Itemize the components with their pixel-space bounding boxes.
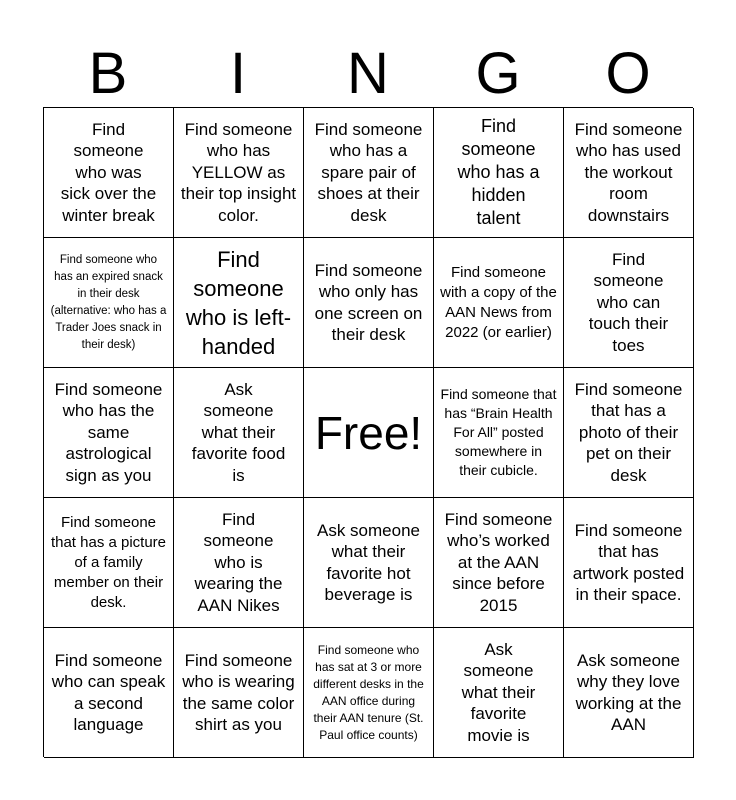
- cell-text: Find someone who is left-handed: [185, 246, 292, 359]
- bingo-cell-r3-c2: [174, 368, 304, 498]
- title-letter-b: B: [88, 41, 128, 106]
- bingo-title: [43, 40, 693, 108]
- cell-text: Find someone who is wearing the AAN Nikes: [194, 509, 283, 615]
- title-letter-n: N: [347, 41, 389, 106]
- cell-text: Find someone who can touch their toes: [588, 249, 669, 355]
- bingo-cell-r4-c2: [174, 498, 304, 628]
- cell-text: Find someone who has a spare pair of shoes at their desk: [314, 119, 423, 225]
- free-space-label: Free!: [314, 406, 423, 459]
- bingo-cell-r2-c3: [304, 238, 434, 368]
- cell-text: Find someone who has YELLOW as their top insight color.: [180, 119, 297, 225]
- cell-text: Find someone that has artwork posted in their space.: [572, 520, 685, 604]
- bingo-cell-r5-c1: [44, 628, 174, 758]
- cell-text: Find someone who has a hidden talent: [457, 116, 540, 228]
- cell-text: Find someone who can speak a second language: [51, 650, 166, 734]
- cell-text: Find someone that has a photo of their pet on their desk: [574, 379, 683, 485]
- bingo-cell-r1-c3: [304, 108, 434, 238]
- bingo-cell-r2-c5: [564, 238, 694, 368]
- bingo-cell-r4-c3: [304, 498, 434, 628]
- cell-text: Find someone that has a picture of a family member on their desk.: [50, 513, 167, 611]
- bingo-cell-r2-c4: [434, 238, 564, 368]
- title-letter-o: O: [605, 41, 651, 106]
- cell-text: Ask someone what their favorite hot beverage is: [317, 520, 420, 604]
- cell-text: Find someone who has sat at 3 or more different desks in the AAN office during their AAN tenure (St. Paul office counts): [313, 642, 424, 742]
- cell-text: Find someone who has the same astrological sign as you: [54, 379, 163, 485]
- title-letter-i: I: [229, 41, 247, 106]
- bingo-grid: [43, 107, 693, 757]
- cell-text: Find someone who is wearing the same color shirt as you: [182, 650, 295, 734]
- bingo-cell-r2-c1: [44, 238, 174, 368]
- bingo-cell-r3-c4: [434, 368, 564, 498]
- bingo-cell-r4-c1: [44, 498, 174, 628]
- bingo-cell-r1-c5: [564, 108, 694, 238]
- bingo-cell-r1-c2: [174, 108, 304, 238]
- bingo-cell-r5-c2: [174, 628, 304, 758]
- cell-text: Ask someone what their favorite food is: [191, 379, 286, 485]
- cell-text: Find someone who only has one screen on their desk: [314, 260, 423, 344]
- bingo-cell-r1-c1: [44, 108, 174, 238]
- cell-text: Find someone who has an expired snack in their desk (alternative: who has a Trader Joes snack in their desk): [50, 253, 167, 351]
- cell-text: Ask someone why they love working at the AAN: [575, 650, 682, 734]
- bingo-cell-r3-c5: [564, 368, 694, 498]
- bingo-cell-r4-c5: [564, 498, 694, 628]
- cell-text: Find someone with a copy of the AAN News from 2022 (or earlier): [440, 263, 557, 341]
- bingo-cell-r5-c5: [564, 628, 694, 758]
- bingo-cell-r5-c4: [434, 628, 564, 758]
- bingo-cell-r4-c4: [434, 498, 564, 628]
- cell-text: Ask someone what their favorite movie is: [461, 639, 536, 745]
- cell-text: Find someone who’s worked at the AAN since before 2015: [444, 509, 553, 615]
- bingo-cell-r3-c1: [44, 368, 174, 498]
- cell-text: Find someone who has used the workout room downstairs: [574, 119, 683, 225]
- bingo-cell-r5-c3: [304, 628, 434, 758]
- free-space: [304, 368, 434, 498]
- cell-text: Find someone who was sick over the winter break: [60, 119, 157, 225]
- bingo-cell-r1-c4: [434, 108, 564, 238]
- title-letter-g: G: [475, 41, 521, 106]
- cell-text: Find someone that has “Brain Health For All” posted somewhere in their cubicle.: [440, 386, 557, 478]
- bingo-cell-r2-c2: [174, 238, 304, 368]
